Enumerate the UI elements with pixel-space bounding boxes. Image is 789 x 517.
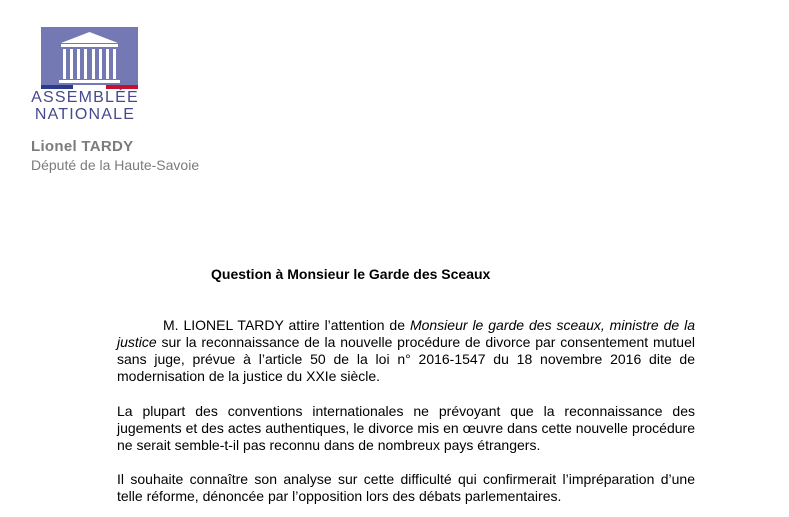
question-paragraph-1 xyxy=(117,317,695,385)
question-paragraph-2: La plupart des conventions internationales ne prévoyant que la reconnaissance des jugements et des actes authentiques, le divorce mis en œuvre dans cette nouvelle procédure ne serait semble-t-il pas reconnu dans de nombreux pays étrangers. xyxy=(117,403,695,453)
question-title: Question à Monsieur le Garde des Sceaux xyxy=(211,266,491,282)
deputy-constituency: Député de la Haute-Savoie xyxy=(31,157,200,173)
logo-text-line2: NATIONALE xyxy=(34,106,136,123)
assemblee-nationale-logo xyxy=(31,27,139,123)
logo-text-line1: ASSEMBLÉE xyxy=(31,89,139,106)
deputy-name: Lionel TARDY xyxy=(31,138,134,155)
question-paragraph-3: Il souhaite connaître son analyse sur cette difficulté qui confirmerait l’impréparation d’une telle réforme, dénoncée par l’opposition lors des débats parlementaires. xyxy=(117,471,695,504)
paragraph-1-lead: M. LIONEL TARDY attire l’attention de xyxy=(163,317,410,333)
paragraph-1-minister: Monsieur le garde des sceaux, ministre de la justice xyxy=(117,317,696,350)
hemicycle-emblem-icon xyxy=(41,27,138,89)
paragraph-1-rest: sur la reconnaissance de la nouvelle procédure de divorce par consentement mutuel sans juge, prévue à l’article 50 de la loi n° 2016-1547 du 18 novembre 2016 dite de modernisation de la justice du XXIe siècle. xyxy=(117,334,695,384)
